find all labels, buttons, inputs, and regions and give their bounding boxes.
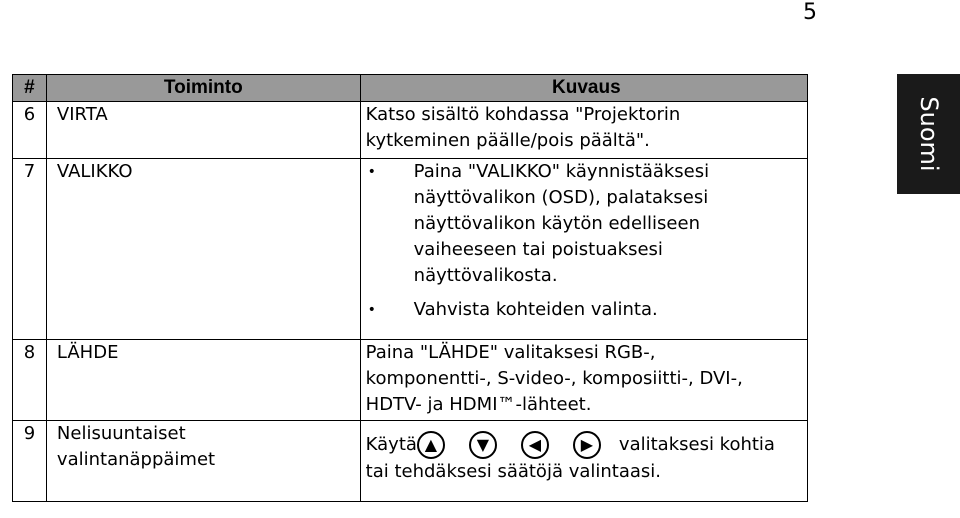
row-description — [360, 340, 807, 421]
right-arrow-icon: ▶ — [573, 431, 601, 459]
description-line: näyttövalikon (OSD), palataksesi — [413, 187, 709, 208]
description-line: komponentti-, S-video-, komposiitti-, DVI-, — [365, 368, 743, 389]
function-line: Nelisuuntaiset — [56, 423, 186, 444]
description-line: Paina "VALIKKO" käynnistääksesi — [413, 161, 710, 182]
function-line: valintanäppäimet — [56, 449, 216, 470]
row-number: 9 — [13, 421, 47, 502]
bullet-item — [366, 159, 807, 289]
description-line: Katso sisältö kohdassa "Projektorin — [365, 104, 681, 125]
table-row — [13, 159, 808, 340]
description-text: valitaksesi kohtia — [618, 434, 775, 455]
table-row — [13, 102, 808, 159]
bullet-icon: • — [367, 302, 376, 318]
language-tab — [897, 74, 960, 194]
keys-line — [366, 431, 807, 459]
row-description — [360, 159, 807, 340]
row-number: 6 — [13, 102, 47, 159]
row-description — [360, 102, 807, 159]
bullet-item — [366, 297, 807, 323]
bullet-icon: • — [367, 164, 376, 180]
header-number: # — [13, 75, 47, 102]
table-header-row — [13, 75, 808, 102]
row-function — [46, 421, 360, 502]
table-row — [13, 340, 808, 421]
description-line: näyttövalikon käytön edelliseen — [413, 213, 700, 234]
row-number: 8 — [13, 340, 47, 421]
description-line: Vahvista kohteiden valinta. — [413, 299, 658, 320]
row-description — [360, 421, 807, 502]
up-arrow-icon: ▲ — [417, 431, 445, 459]
down-arrow-icon: ▼ — [469, 431, 497, 459]
page-number: 5 — [803, 0, 817, 25]
description-line: tai tehdäksesi säätöjä valintaasi. — [365, 461, 662, 482]
row-number: 7 — [13, 159, 47, 340]
row-function: VIRTA — [46, 102, 360, 159]
description-line: HDTV- ja HDMI™-lähteet. — [365, 394, 592, 415]
row-function: VALIKKO — [46, 159, 360, 340]
row-function: LÄHDE — [46, 340, 360, 421]
table-row — [13, 421, 808, 502]
description-line: kytkeminen päälle/pois päältä". — [365, 130, 650, 151]
function-table — [12, 74, 808, 502]
description-line: näyttövalikosta. — [413, 265, 558, 286]
header-function: Toiminto — [46, 75, 360, 102]
description-line: Paina "LÄHDE" valitaksesi RGB-, — [365, 342, 656, 363]
description-text: Käytä — [365, 434, 417, 455]
description-line: vaiheeseen tai poistuaksesi — [413, 239, 663, 260]
language-tab-label: Suomi — [914, 96, 943, 172]
left-arrow-icon: ◀ — [521, 431, 549, 459]
header-description: Kuvaus — [360, 75, 807, 102]
